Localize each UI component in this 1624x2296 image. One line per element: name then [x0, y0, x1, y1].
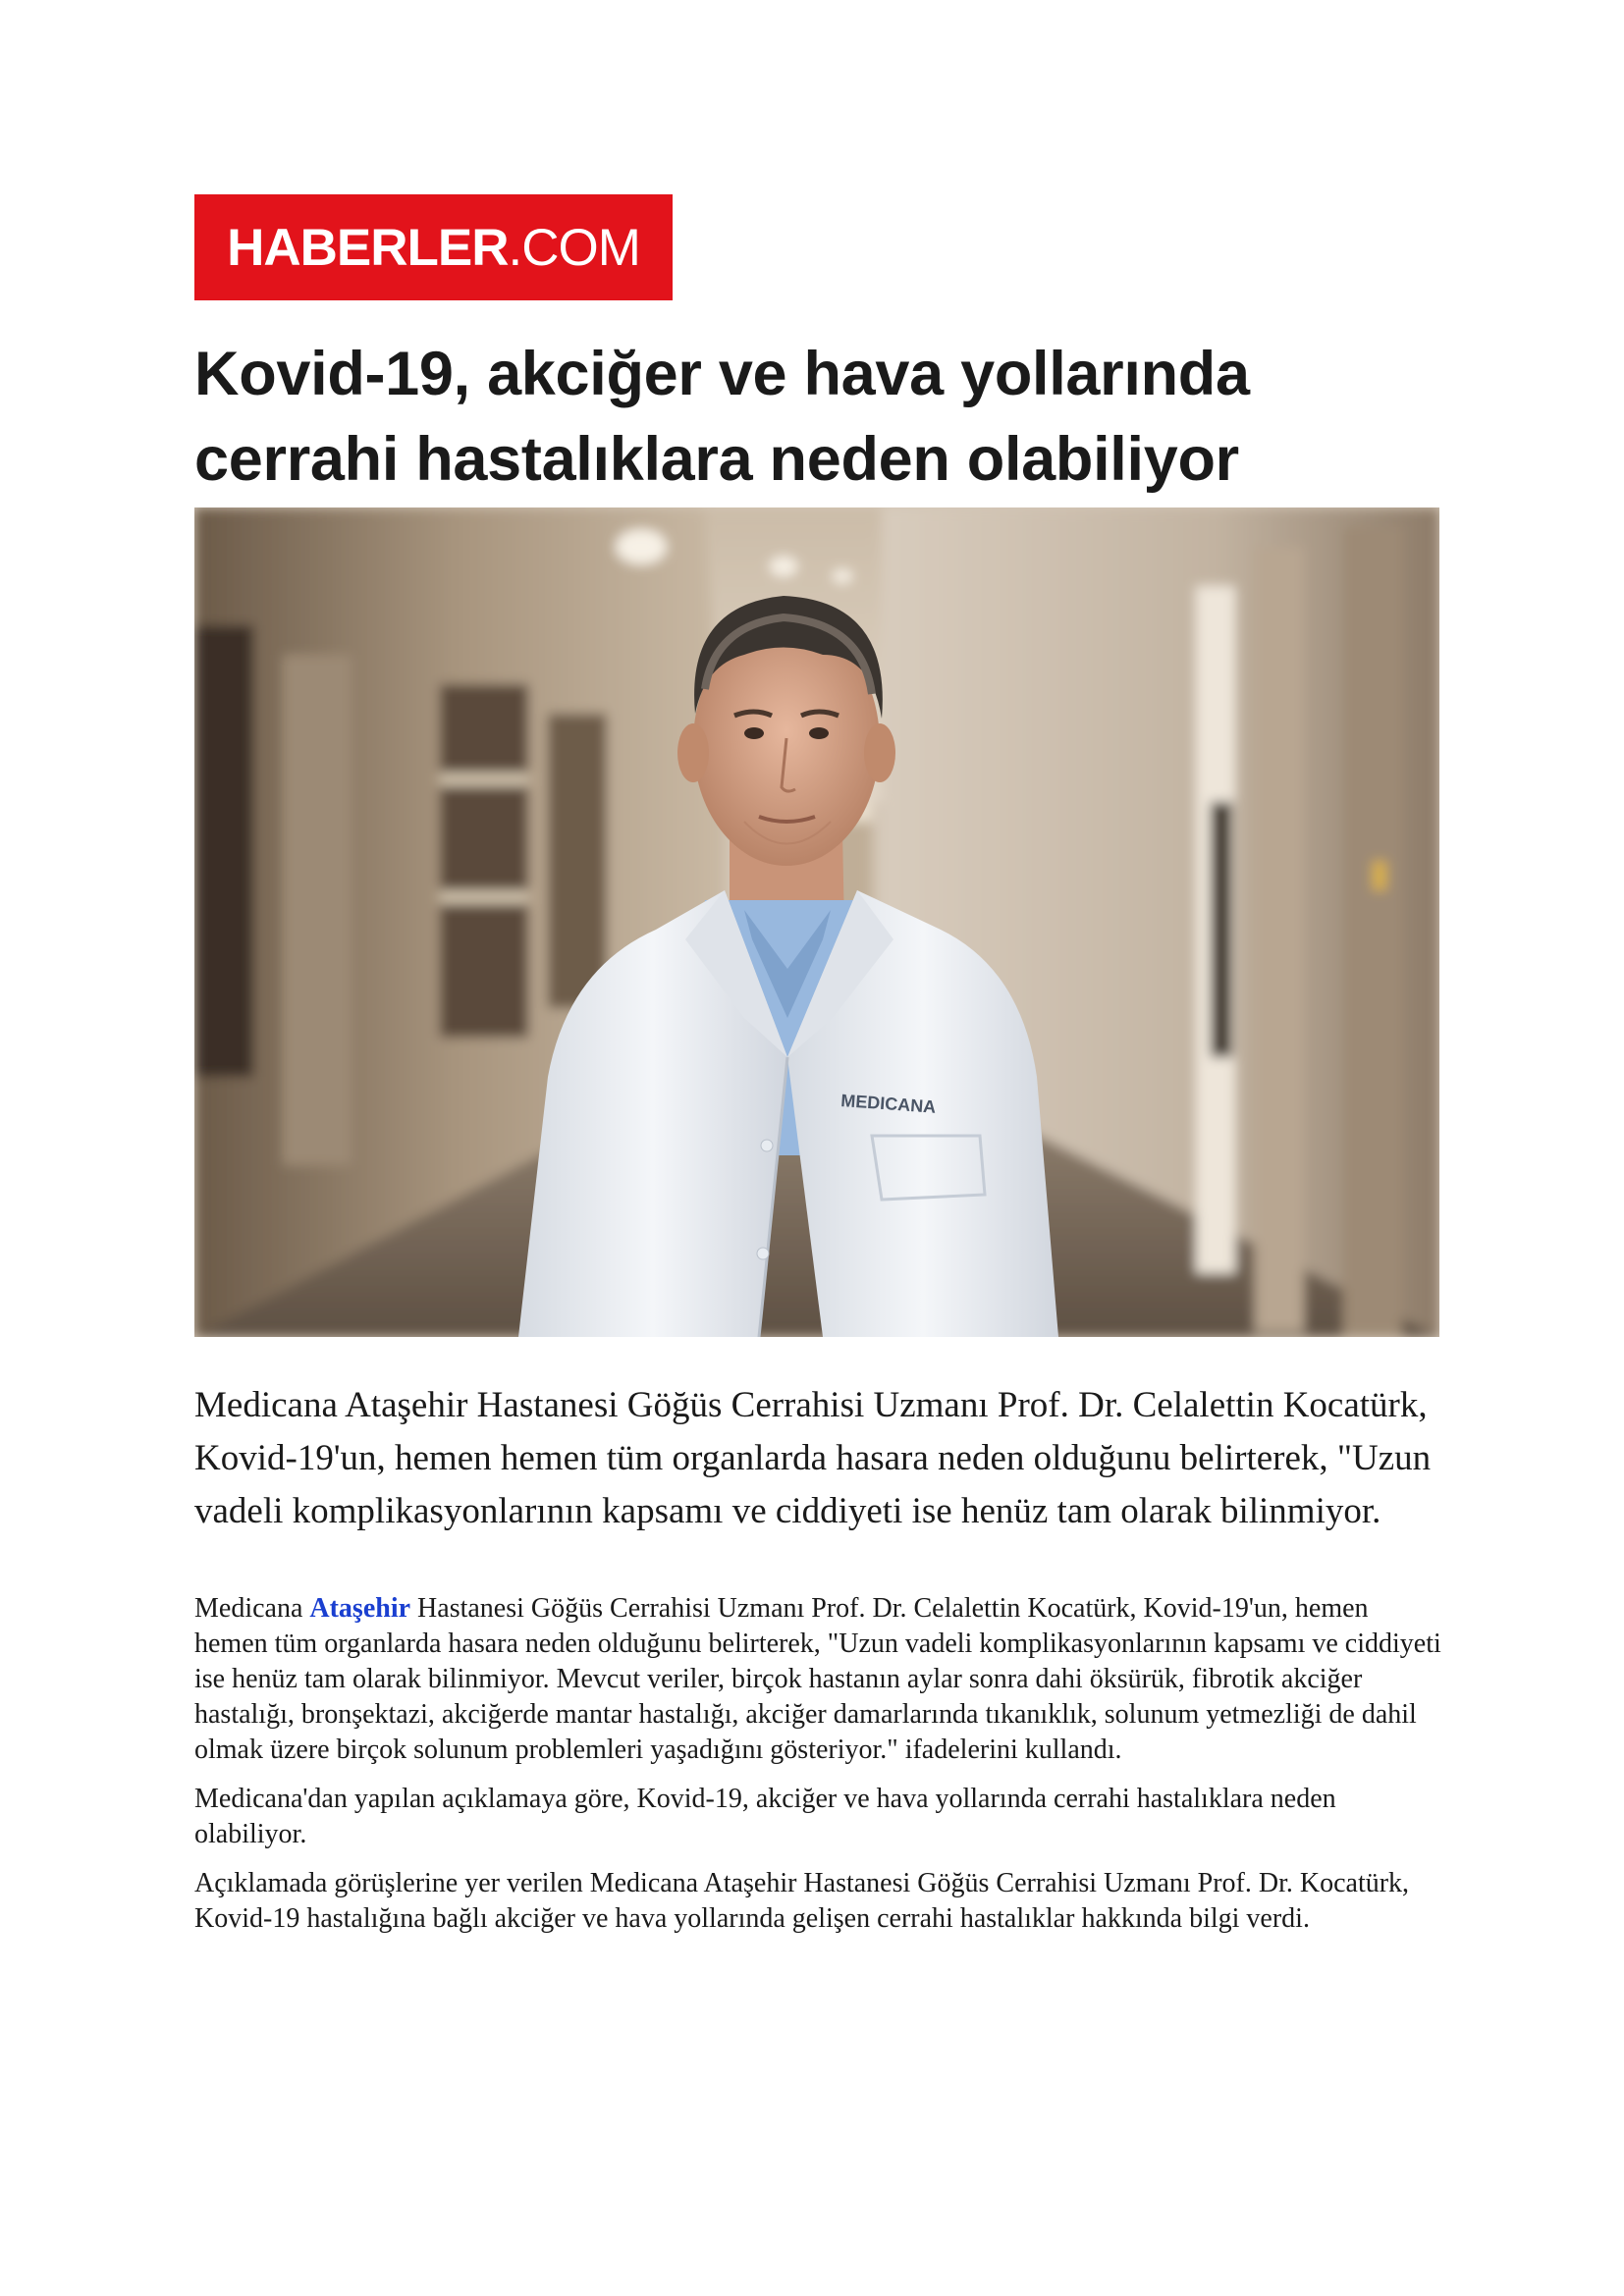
doctor-portrait-illustration	[194, 507, 1439, 1337]
body-paragraph-2: Medicana'dan yapılan açıklamaya göre, Kovid-19, akciğer ve hava yollarında cerrahi hastalıklara neden olabiliyor.	[194, 1784, 1336, 1849]
haberler-logo[interactable]	[194, 194, 673, 300]
article-body	[194, 1591, 1441, 1950]
body-paragraph-3: Açıklamada görüşlerine yer verilen Medicana Ataşehir Hastanesi Göğüs Cerrahisi Uzmanı Prof. Dr. Kocatürk, Kovid-19 hastalığına bağlı akciğer ve hava yollarında gelişen cerrahi hastalıklar hakkında bilgi verdi.	[194, 1868, 1410, 1934]
logo-text	[227, 218, 640, 277]
article-photo	[194, 507, 1439, 1337]
coat-logo-text: MEDICANA	[839, 1091, 937, 1117]
logo-suffix: .COM	[508, 218, 640, 277]
body-paragraph-1	[194, 1591, 1441, 1768]
article-headline: Kovid-19, akciğer ve hava yollarında cerrahi hastalıklara neden olabiliyor	[194, 340, 1250, 494]
body-p1-after: Hastanesi Göğüs Cerrahisi Uzmanı Prof. Dr. Celalettin Kocatürk, Kovid-19'un, hemen hemen tüm organlarda hasara neden olduğunu belirterek, "Uzun vadeli komplikasyonlarının kapsamı ve ciddiyeti ise henüz tam olarak bilinmiyor. Mevcut veriler, birçok hastanın aylar sonra dahi öksürük, fibrotik akciğer hastalığı, bronşektazi, akciğerde mantar hastalığı, akciğer damarlarında tıkanıklık, solunum yetmezliği de dahil olmak üzere birçok solunum problemleri yaşadığını gösteriyor." ifadelerini kullandı.	[194, 1593, 1441, 1765]
atasehir-link[interactable]: Ataşehir	[309, 1593, 411, 1624]
article-spot: Medicana Ataşehir Hastanesi Göğüs Cerrahisi Uzmanı Prof. Dr. Celalettin Kocatürk, Kovid-19'un, hemen hemen tüm organlarda hasara neden olduğunu belirterek, "Uzun vadeli komplikasyonlarının kapsamı ve ciddiyeti ise henüz tam olarak bilinmiyor.	[194, 1385, 1432, 1531]
body-p1-before: Medicana	[194, 1593, 310, 1624]
logo-brand: HABERLER	[227, 218, 509, 277]
